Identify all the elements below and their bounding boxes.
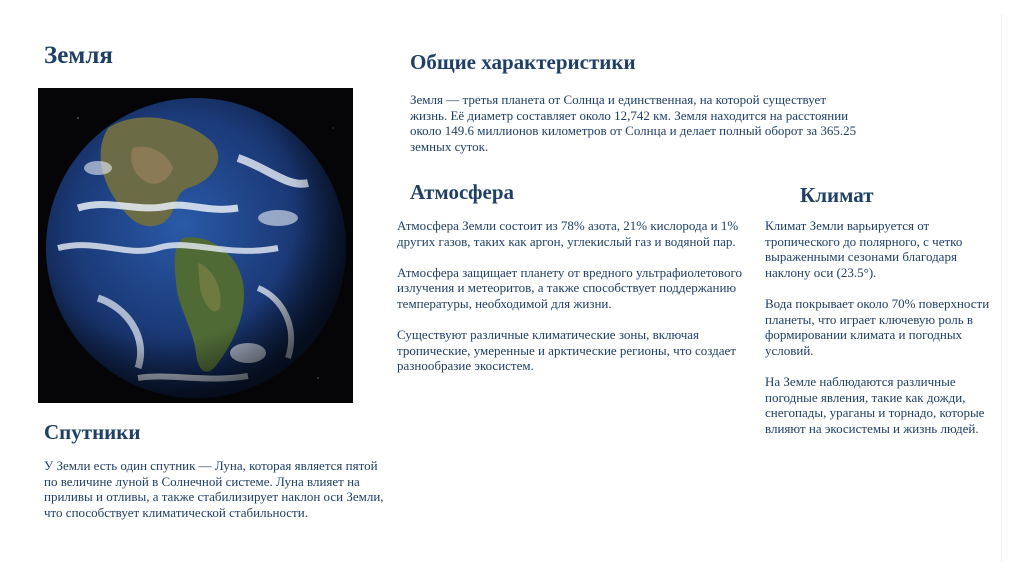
general-text-block (410, 92, 860, 154)
atmosphere-text-block (397, 218, 762, 374)
climate-paragraph: Климат Земли варьируется от тропического до полярного, с четко выраженными сезонами благодаря наклону оси (23.5°). (765, 218, 963, 280)
climate-title: Климат (800, 183, 874, 207)
climate-text-block (765, 218, 1005, 436)
atmosphere-paragraph: Существуют различные климатические зоны, включая тропические, умеренные и арктические регионы, что создает разнообразие экосистем. (397, 327, 736, 374)
earth-title: Земля (44, 42, 113, 69)
climate-paragraph: На Земле наблюдаются различные погодные явления, такие как дожди, снегопады, ураганы и торнадо, которые влияют на экосистемы и жизнь людей. (765, 373, 985, 436)
earth-globe-image (38, 88, 353, 403)
satellites-text: У Земли есть один спутник — Луна, которая является пятой по величине луной в Солнечной системе. Луна влияет на приливы и отливы, а также стабилизирует наклон оси Земли, что способствует климатической стабильности. (44, 458, 384, 520)
general-title: Общие характеристики (410, 50, 636, 74)
satellites-title: Спутники (44, 420, 141, 444)
atmosphere-paragraph: Атмосфера защищает планету от вредного ультрафиолетового излучения и метеоритов, а также способствует поддержанию температуры, необходимой для жизни. (397, 264, 742, 311)
earth-photo (38, 88, 353, 403)
climate-paragraph: Вода покрывает около 70% поверхности планеты, что играет ключевую роль в формировании климата и погодных условий. (765, 295, 990, 358)
atmosphere-paragraph: Атмосфера Земли состоит из 78% азота, 21% кислорода и 1% других газов, таких как аргон, углекислый газ и водяной пар. (397, 218, 739, 249)
satellites-text-block (44, 458, 384, 520)
general-text: Земля — третья планета от Солнца и единственная, на которой существует жизнь. Её диаметр составляет около 12,742 км. Земля находится на расстоянии около 149.6 миллионов километров от Солнца и делает полный оборот за 365.25 земных суток. (410, 92, 857, 154)
atmosphere-title: Атмосфера (410, 180, 515, 204)
